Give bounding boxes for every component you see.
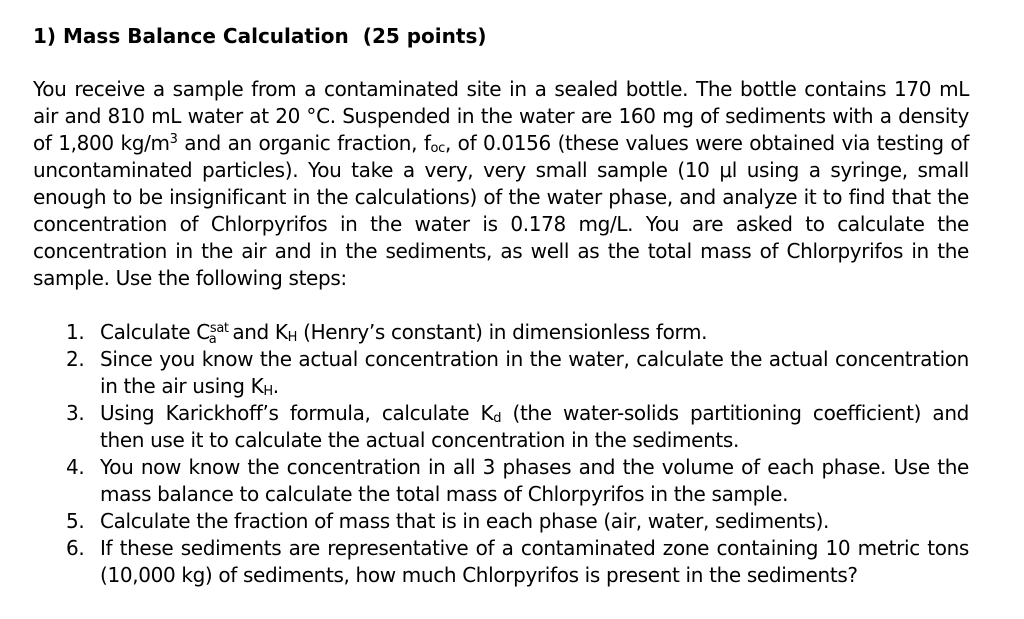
intro-text-2: and an organic fraction, f [177, 131, 431, 155]
intro-text-1: You receive a sample from a contaminated site in a sealed bottle. The bottle contains 170 mL air and 810 mL water at 20 °C. Suspended in the water are 160 mg of sediments with a density of 1,800 kg/m [33, 77, 969, 155]
foc-subscript: oc [430, 141, 445, 156]
step-text: Calculate the fraction of mass that is in each phase (air, water, sediments). [100, 509, 830, 533]
kh-subscript: H [263, 384, 273, 399]
step-number: 1. [66, 320, 85, 344]
step-text: Using Karickhoff’s formula, calculate K [100, 401, 494, 425]
step-text: (the water-solids partitioning coefficient) and then use it to calculate the actual concentration in the sediments. [100, 401, 969, 452]
question-heading [33, 22, 969, 56]
problem-statement [33, 76, 969, 292]
question-title: Mass Balance Calculation [63, 24, 349, 48]
step-text: If these sediments are representative of a contaminated zone containing 10 metric tons (10,000 kg) of sediments, how much Chlorpyrifos is present in the sediments? [100, 536, 969, 587]
step-item [33, 535, 969, 589]
step-text: Since you know the actual concentration in the water, calculate the actual concentration in the air using K [100, 347, 969, 398]
step-number: 2. [66, 347, 85, 371]
intro-text-3: , of 0.0156 (these values were obtained via testing of uncontaminated particles). You take a very, very small sample (10 μl using a syringe, small enough to be insignificant in the calculations) of the water phase, and analyze it to find that the concentration of Chlorpyrifos in the water is 0.178 mg/L. You are asked to calculate the concentration in the air and in the sediments, as well as the total mass of Chlorpyrifos in the sample. Use the following steps: [33, 131, 969, 290]
document-page [33, 22, 969, 589]
kh-subscript: H [287, 330, 298, 345]
step-number: 5. [66, 509, 85, 533]
step-text: You now know the concentration in all 3 phases and the volume of each phase. Use the mass balance to calculate the total mass of Chlorpyrifos in the sample. [100, 455, 969, 506]
step-item [33, 454, 969, 508]
question-number: 1) [33, 24, 57, 48]
step-number: 3. [66, 401, 85, 425]
step-text: Calculate C [100, 320, 210, 344]
step-item [33, 319, 969, 346]
step-number: 6. [66, 536, 85, 560]
step-item [33, 400, 969, 454]
csat-subscript: a [208, 332, 217, 347]
step-text: (Henry’s constant) in dimensionless form. [297, 320, 708, 344]
csat-superscript: sat [209, 321, 229, 336]
step-number: 4. [66, 455, 85, 479]
step-item [33, 508, 969, 535]
steps-list [33, 319, 969, 589]
step-text: . [272, 374, 279, 398]
question-points: (25 points) [362, 24, 487, 48]
step-item [33, 346, 969, 400]
density-exponent: 3 [169, 132, 178, 147]
kd-subscript: d [493, 411, 502, 426]
step-text: and K [226, 320, 288, 344]
